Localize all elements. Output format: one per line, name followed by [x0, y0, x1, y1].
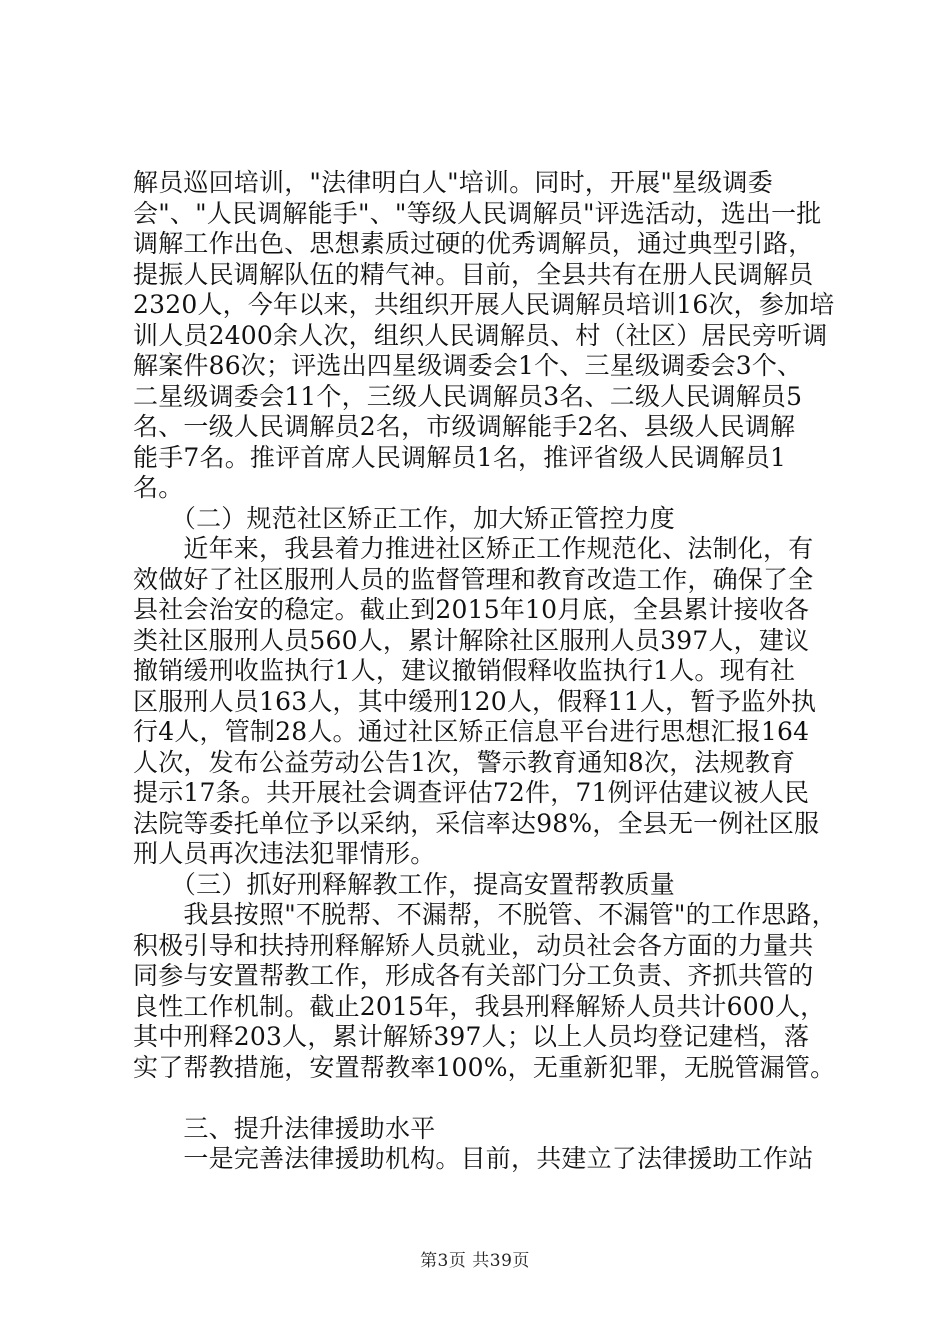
- text-line: 名。: [133, 473, 184, 502]
- text-line: 区服刑人员163人，其中缓刑120人，假释11人，暂予监外执: [133, 686, 817, 716]
- text-line: 训人员2400余人次，组织人民调解员、村（社区）居民旁听调: [133, 320, 828, 350]
- text-line: 名、一级人民调解员2名，市级调解能手2名、县级人民调解: [133, 412, 796, 441]
- text-line: 良性工作机制。截止2015年，我县刑释解矫人员共计600人，: [133, 991, 826, 1021]
- text-line: 积极引导和扶持刑释解矫人员就业，动员社会各方面的力量共: [133, 930, 814, 960]
- text-line: 其中刑释203人，累计解矫397人；以上人员均登记建档，落: [133, 1022, 810, 1051]
- document-body: [133, 168, 837, 1175]
- text-line: 二星级调委会11个，三级人民调解员3名、二级人民调解员5: [133, 381, 803, 411]
- text-line: 一是完善法律援助机构。目前，共建立了法律援助工作站: [133, 1144, 814, 1173]
- text-line: 会"、"人民调解能手"、"等级人民调解员"评选活动，选出一批: [133, 198, 822, 228]
- text-line: 刑人员再次违法犯罪情形。: [133, 839, 436, 868]
- text-line: 法院等委托单位予以采纳，采信率达98%，全县无一例社区服: [133, 808, 820, 838]
- section-heading: （二）规范社区矫正工作，加大矫正管控力度: [133, 503, 675, 533]
- text-line: 人次，发布公益劳动公告1次，警示教育通知8次，法规教育: [133, 747, 796, 777]
- text-line: 效做好了社区服刑人员的监督管理和教育改造工作，确保了全: [133, 564, 814, 594]
- text-line: 我县按照"不脱帮、不漏帮，不脱管、不漏管"的工作思路，: [133, 900, 837, 929]
- page-footer: 第3页 共39页: [420, 1251, 530, 1271]
- text-line: 2320人，今年以来，共组织开展人民调解员培训16次，参加培: [133, 290, 835, 319]
- text-line: 能手7名。推评首席人民调解员1名，推评省级人民调解员1: [133, 442, 787, 472]
- text-line: 解员巡回培训，"法律明白人"培训。同时，开展"星级调委: [133, 168, 773, 197]
- text-line: 近年来，我县着力推进社区矫正工作规范化、法制化，有: [133, 534, 814, 563]
- text-line: 类社区服刑人员560人，累计解除社区服刑人员397人，建议: [133, 625, 810, 655]
- text-line: 调解工作出色、思想素质过硬的优秀调解员，通过典型引路，: [133, 229, 814, 258]
- section-heading: 三、提升法律援助水平: [133, 1113, 436, 1143]
- paragraph-gap: [133, 1083, 833, 1114]
- text-line: 提示17条。共开展社会调查评估72件，71例评估建议被人民: [133, 778, 810, 807]
- text-line: 行4人，管制28人。通过社区矫正信息平台进行思想汇报164: [133, 717, 810, 746]
- text-line: 同参与安置帮教工作，形成各有关部门分工负责、齐抓共管的: [133, 961, 814, 990]
- text-line: 撤销缓刑收监执行1人，建议撤销假释收监执行1人。现有社: [133, 656, 796, 685]
- text-line: 提振人民调解队伍的精气神。目前，全县共有在册人民调解员: [133, 259, 814, 289]
- section-heading: （三）抓好刑释解教工作，提高安置帮教质量: [133, 869, 675, 899]
- text-line: 实了帮教措施，安置帮教率100%，无重新犯罪，无脱管漏管。: [133, 1052, 836, 1082]
- text-line: 解案件86次；评选出四星级调委会1个、三星级调委会3个、: [133, 351, 803, 380]
- text-line: 县社会治安的稳定。截止到2015年10月底，全县累计接收各: [133, 595, 810, 624]
